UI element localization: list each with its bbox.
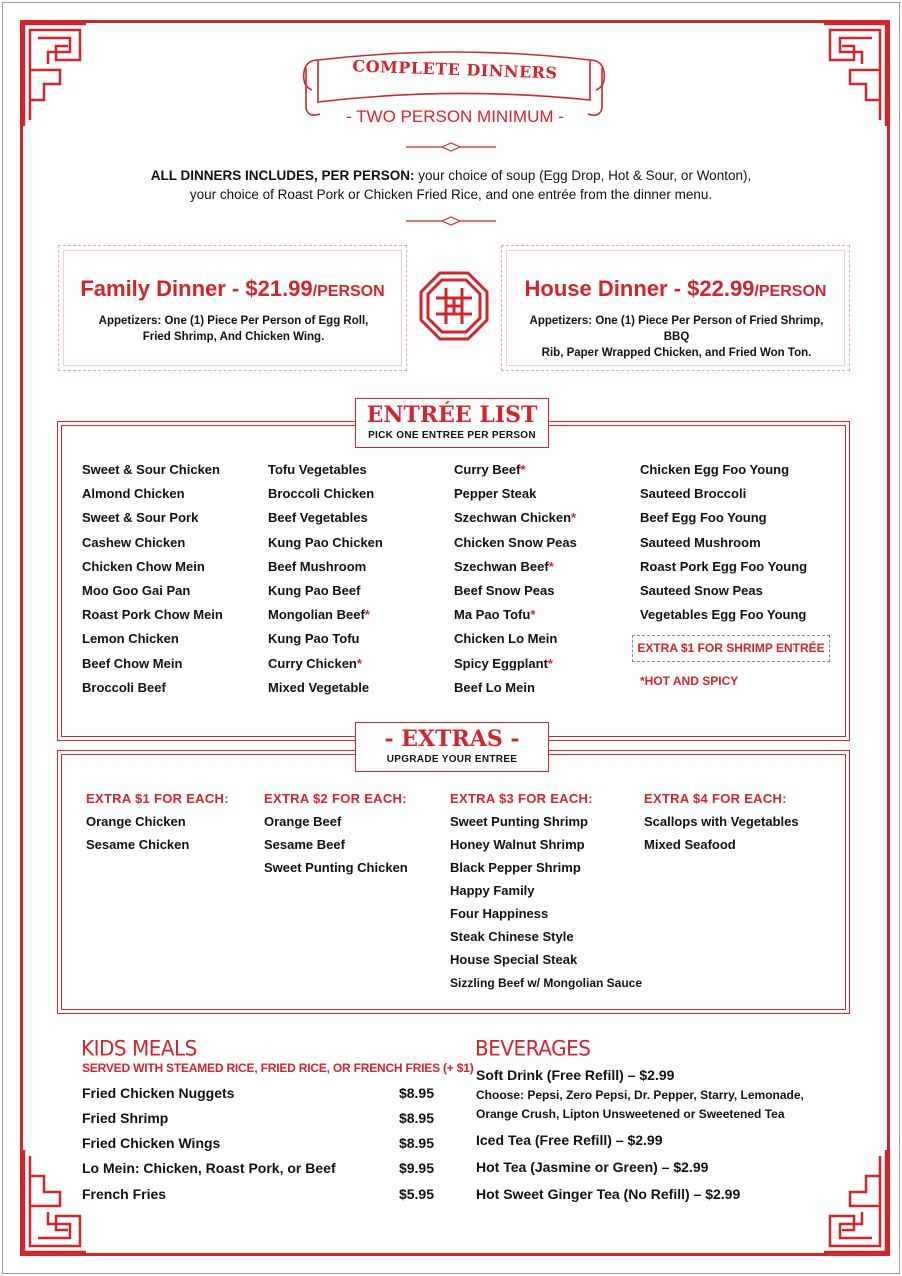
kids-meal-price: $8.95 [398, 1085, 434, 1101]
shrimp-entree-note: EXTRA $1 FOR SHRIMP ENTRÉE [632, 635, 830, 662]
entree-item: Pepper Steak [454, 486, 537, 502]
kids-meal-price: $5.95 [398, 1186, 434, 1202]
entree-column-2 [268, 461, 383, 703]
extras-item: Scallops with Vegetables [644, 814, 799, 829]
intro-text-2: your choice of Roast Pork or Chicken Fried Rice, and one entrée from the dinner menu. [189, 187, 713, 202]
house-desc-line-1: Appetizers: One (1) Piece Per Person of Fried Shrimp, BBQ [529, 315, 824, 343]
entree-item: Roast Pork Egg Foo Young [640, 558, 808, 574]
entree-item: Kung Pao Chicken [268, 534, 383, 550]
extras-item: Orange Chicken [86, 814, 186, 829]
entree-item: Sauteed Snow Peas [640, 582, 763, 598]
soft-drink-choices [476, 1086, 804, 1124]
family-dinner-price: Family Dinner - $21.99 [80, 276, 313, 301]
kids-meal-row [82, 1186, 434, 1202]
house-desc-line-2: Rib, Paper Wrapped Chicken, and Fried Won Ton. [541, 347, 812, 359]
entree-item: Broccoli Beef [82, 679, 166, 695]
entree-item: Sweet & Sour Pork [82, 510, 199, 526]
entree-item: Roast Pork Chow Mein [82, 607, 223, 623]
extras-label [355, 722, 549, 772]
entree-item: Almond Chicken [82, 486, 185, 502]
kids-meal-name: Fried Shrimp [82, 1110, 169, 1126]
iced-tea-line: Iced Tea (Free Refill) – $2.99 [476, 1132, 663, 1148]
entree-item: Mongolian Beef* [268, 607, 370, 623]
house-dinner-price: House Dinner - $22.99 [524, 276, 755, 301]
entree-item: Sauteed Mushroom [640, 534, 761, 550]
extras-column-3 [450, 791, 642, 998]
entree-item: Sweet & Sour Chicken [82, 462, 220, 477]
entree-item: Lemon Chicken [82, 631, 179, 647]
house-dinner-title [502, 276, 849, 302]
entree-item: Curry Beef* [454, 462, 526, 477]
entree-column-4 [640, 461, 807, 630]
extras-item: Orange Beef [264, 814, 342, 829]
banner-title: COMPLETE DINNERS [352, 56, 558, 83]
entree-item: Chicken Egg Foo Young [640, 462, 790, 477]
extras-item: Four Happiness [450, 906, 549, 921]
entree-item: Kung Pao Tofu [268, 631, 360, 647]
kids-meal-row [82, 1160, 434, 1176]
entree-item: Sauteed Broccoli [640, 486, 747, 502]
entree-item: Chicken Chow Mein [82, 558, 205, 574]
entree-list-subtitle: PICK ONE ENTREE PER PERSON [368, 430, 536, 441]
soft-drink-choices-line-1: Choose: Pepsi, Zero Pepsi, Dr. Pepper, Starry, Lemonade, [476, 1088, 804, 1102]
entree-item: Beef Snow Peas [454, 582, 555, 598]
extras-item: Honey Walnut Shrimp [450, 837, 585, 852]
house-dinner-description [522, 313, 831, 361]
extras-item: Sweet Punting Shrimp [450, 814, 588, 829]
corner-ornament-top-right [820, 20, 890, 130]
extras-item: Sweet Punting Chicken [264, 860, 408, 875]
entree-item: Vegetables Egg Foo Young [640, 607, 807, 623]
entree-item: Kung Pao Beef [268, 582, 361, 598]
entree-item: Cashew Chicken [82, 534, 186, 550]
extras-item: Black Pepper Shrimp [450, 860, 581, 875]
intro-lead: ALL DINNERS INCLUDES, PER PERSON: [150, 168, 415, 183]
entree-item: Beef Egg Foo Young [640, 510, 767, 526]
ginger-tea-line: Hot Sweet Ginger Tea (No Refill) – $2.99 [476, 1186, 741, 1202]
family-dinner-card [58, 245, 407, 371]
chinese-knot-emblem-icon [418, 270, 490, 342]
per-person-label: /PERSON [312, 283, 385, 300]
family-dinner-description [79, 313, 388, 345]
entree-item: Chicken Snow Peas [454, 534, 577, 550]
extras-subtitle: UPGRADE YOUR ENTREE [386, 754, 518, 765]
entree-item: Curry Chicken* [268, 655, 362, 671]
extras-heading: EXTRA $4 FOR EACH: [644, 791, 787, 806]
family-dinner-title [59, 276, 406, 302]
entree-item: Moo Goo Gai Pan [82, 582, 191, 598]
intro-text-1: your choice of soup (Egg Drop, Hot & Sour, or Wonton), [414, 168, 752, 183]
extras-item: Mixed Seafood [644, 837, 736, 852]
kids-meal-name: French Fries [82, 1186, 167, 1202]
kids-meals-subtitle: SERVED WITH STEAMED RICE, FRIED RICE, OR FRENCH FRIES (+ $1) [82, 1061, 474, 1075]
entree-item: Broccoli Chicken [268, 486, 375, 502]
entree-item: Chicken Lo Mein [454, 631, 558, 647]
entree-item: Beef Chow Mein [82, 655, 183, 671]
entree-item: Tofu Vegetables [268, 462, 367, 477]
kids-meal-row [82, 1110, 434, 1126]
extras-heading: EXTRA $2 FOR EACH: [264, 791, 407, 806]
kids-meal-price: $8.95 [398, 1135, 434, 1151]
ornament-divider-icon [406, 142, 496, 152]
extras-item: Happy Family [450, 883, 535, 898]
hot-tea-line: Hot Tea (Jasmine or Green) – $2.99 [476, 1159, 709, 1175]
extras-heading: EXTRA $3 FOR EACH: [450, 791, 593, 806]
soft-drink-line: Soft Drink (Free Refill) – $2.99 [476, 1067, 675, 1083]
kids-meal-price: $8.95 [398, 1110, 434, 1126]
entree-item: Mixed Vegetable [268, 679, 370, 695]
entree-item: Spicy Eggplant* [454, 655, 553, 671]
extras-column-2 [264, 791, 408, 883]
family-desc-line-1: Appetizers: One (1) Piece Per Person of Egg Roll, [98, 315, 369, 327]
extras-title: - EXTRAS - [384, 726, 520, 752]
extras-heading: EXTRA $1 FOR EACH: [86, 791, 229, 806]
extras-column-4 [644, 791, 799, 860]
two-person-minimum: - TWO PERSON MINIMUM - [346, 107, 564, 126]
kids-meal-price: $9.95 [398, 1160, 434, 1176]
entree-list-title: ENTRÉE LIST [366, 402, 538, 428]
entree-column-3 [454, 461, 577, 703]
kids-meal-row [82, 1135, 434, 1151]
kids-meal-name: Lo Mein: Chicken, Roast Pork, or Beef [82, 1160, 336, 1176]
hot-and-spicy-note: *HOT AND SPICY [640, 674, 739, 688]
per-person-label: /PERSON [754, 283, 827, 300]
corner-ornament-top-left [20, 20, 90, 130]
kids-meal-row [82, 1085, 434, 1101]
corner-ornament-bottom-right [820, 1146, 890, 1256]
entree-item: Szechwan Beef* [454, 558, 554, 574]
entree-item: Beef Mushroom [268, 558, 367, 574]
kids-meal-name: Fried Chicken Nuggets [82, 1085, 235, 1101]
extras-column-1 [86, 791, 229, 860]
extras-item: Sesame Chicken [86, 837, 190, 852]
extras-item: Steak Chinese Style [450, 929, 574, 944]
family-desc-line-2: Fried Shrimp, And Chicken Wing. [142, 331, 325, 343]
kids-meal-name: Fried Chicken Wings [82, 1135, 221, 1151]
ornament-divider-icon [406, 216, 496, 226]
extras-item: Sesame Beef [264, 837, 345, 852]
dinner-intro [100, 166, 802, 204]
entree-item: Beef Vegetables [268, 510, 368, 526]
entree-item: Ma Pao Tofu* [454, 607, 536, 623]
corner-ornament-bottom-left [20, 1146, 90, 1256]
entree-item: Szechwan Chicken* [454, 510, 577, 526]
kids-meals-title: KIDS MEALS [81, 1035, 197, 1061]
entree-list-label [355, 398, 549, 448]
house-dinner-card [501, 245, 850, 371]
soft-drink-choices-line-2: Orange Crush, Lipton Unsweetened or Sweetened Tea [476, 1107, 785, 1121]
entree-item: Beef Lo Mein [454, 679, 535, 695]
entree-column-1 [82, 461, 223, 703]
extras-item: Sizzling Beef w/ Mongolian Sauce [450, 976, 643, 990]
beverages-title: BEVERAGES [475, 1035, 591, 1061]
extras-item: House Special Steak [450, 952, 578, 967]
